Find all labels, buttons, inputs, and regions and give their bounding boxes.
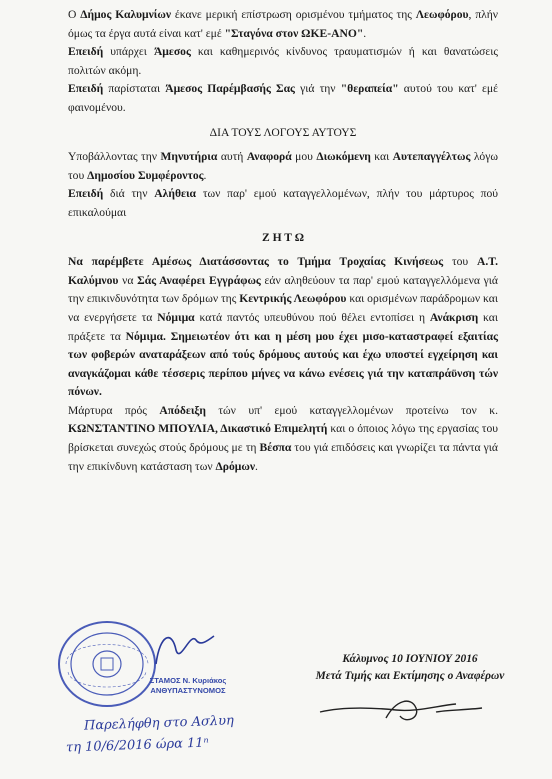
bold-text: Νόμιμα: [157, 310, 195, 324]
text-run: έκανε μερική επίστρωση ορισμένου τμήματος της: [171, 8, 416, 21]
text-run: Υποβάλλοντας την: [68, 150, 161, 164]
text-run: ΔΙΑ ΤΟΥΣ ΛΟΓΟΥΣ ΑΥΤΟΥΣ: [209, 125, 357, 139]
bold-text: Σάς Αναφέρει Εγγράφως: [137, 273, 261, 287]
handwritten-date-line: τη 10/6/2016 ώρα 11ⁿ: [65, 735, 210, 756]
text-run: λόγω του: [68, 150, 498, 182]
bold-text: Δρόμων: [215, 459, 255, 473]
bold-text: Βέσπα: [259, 441, 292, 455]
stamp-name: ΣΤΑΜΟΣ Ν. Κυριάκος: [149, 676, 227, 685]
bold-text: Απόδειξη: [159, 403, 206, 417]
text-run: να: [118, 273, 138, 287]
place-date: Κάλυμνος 10 ΙΟΥΝΙΟΥ 2016: [342, 653, 478, 665]
bold-text: Άμεσος Παρέμβασής Σας: [165, 82, 295, 96]
text-run: υπάρχει: [103, 45, 154, 59]
bold-text: Αυτεπαγγέλτως: [392, 150, 471, 164]
section-heading: [68, 124, 498, 143]
text-run: αυτού του κατ' εμέ φαινομένου.: [68, 82, 498, 114]
bold-text: Δήμος Καλυμνίων: [80, 8, 172, 21]
text-run: αυτή: [217, 150, 247, 164]
bold-text: Ανάκριση: [429, 310, 479, 324]
text-run: .: [363, 26, 367, 40]
text-run: και καθημερινός κίνδυνος τραυματισμών ή και θανατώσεις πολιτών ακόμη.: [68, 45, 498, 77]
bold-text: Επειδή: [68, 45, 104, 59]
bold-text: Αλήθεια: [154, 187, 197, 201]
text-run: διά την: [103, 187, 155, 201]
text-run: και πράξετε τα: [68, 310, 498, 343]
paragraph: [68, 80, 498, 117]
text-run: Μάρτυρα πρός: [68, 403, 160, 417]
bold-text: "θεραπεία": [340, 82, 399, 96]
text-run: και: [370, 150, 393, 164]
paragraph: [68, 253, 498, 402]
text-run: , πλήν όμως τα έργα αυτά είναι κατ' εμέ: [68, 8, 498, 40]
bold-text: Αναφορά: [246, 150, 292, 164]
text-run: κατά παντός υπευθύνου πού θέλει εντοπίσει η: [194, 310, 430, 324]
bold-text: Λεωφόρου: [415, 8, 469, 21]
bold-text: Επειδή: [68, 187, 104, 201]
text-run: του: [443, 255, 477, 269]
bold-text: Επειδή: [68, 82, 104, 96]
text-run: και ορισμένων παράδρομων και να ενεργήσετε τα: [68, 292, 498, 324]
text-run: του γιά επιδόσεις και γνωρίζει τα πάντα γιά την επικίνδυνη κατάσταση των: [68, 441, 498, 473]
bold-text: Κεντρικής Λεωφόρου: [239, 292, 347, 306]
section-heading: [68, 229, 498, 248]
signature-scribble-stamp: [150, 624, 220, 672]
text-run: μου: [291, 150, 317, 164]
text-run: και ο όποιος λόγω της εργασίας του βρίσκεται συνεχώς στούς δρόμους με τη: [68, 422, 498, 455]
stamp-label: [128, 676, 248, 696]
signature-scribble-right: [316, 688, 486, 730]
bold-text: Άμεσος: [153, 45, 191, 59]
text-run: .: [203, 168, 207, 182]
paragraph: [68, 402, 498, 476]
bold-text: Μηνυτήρια: [160, 150, 218, 164]
document-body: [68, 6, 498, 476]
text-run: Ο: [68, 8, 81, 21]
text-run: γιά την: [294, 82, 341, 96]
police-stamp: [54, 618, 160, 710]
stamp-rank: ΑΝΘΥΠΑΣΤΥΝΟΜΟΣ: [150, 686, 226, 695]
paragraph: [68, 148, 498, 185]
bold-text: Νόμιμα. Σημειωτέον ότι και η μέση μου έχει μισο-καταστραφεί εξαιτίας των φοβερών αναταράξεων από τούς δρόμους αυτούς και έχω υποστεί εγχείρηση και αναγκάζομαι κάθε τέσσερις περίπου μήνες να κάνω ενέσεις γιά την καταπράϋνση τών πόνων.: [68, 329, 498, 399]
text-run: εάν αληθεύουν τα παρ' εμού καταγγελλόμενα γιά την επικινδυνότητα των δρόμων της: [68, 273, 498, 306]
bold-text: ΚΩΝΣΤΑΝΤΙΝΟ ΜΠΟΥΛΙΑ, Δικαστικό Επιμελητή: [68, 422, 328, 436]
paragraph: [68, 6, 498, 43]
bold-text: Να παρέμβετε Αμέσως Διατάσσοντας το Τμήμα Τροχαίας Κινήσεως: [68, 255, 444, 269]
paragraph: [68, 43, 498, 80]
paragraph: [68, 185, 498, 222]
bold-text: Δημοσίου Συμφέροντος: [87, 168, 204, 182]
bold-text: "Σταγόνα στον ΩΚΕ-ΑΝΟ": [224, 26, 364, 40]
text-run: παρίσταται: [103, 82, 166, 96]
signature-block: [310, 651, 510, 685]
bold-text: Ζ Η Τ Ω: [261, 230, 305, 244]
bold-text: Α.Τ. Καλύμνου: [68, 255, 499, 287]
bold-text: Διωκόμενη: [316, 150, 371, 164]
text-run: τών υπ' εμού καταγγελλομένων προτείνω τον κ.: [205, 403, 498, 417]
text-run: .: [255, 459, 258, 473]
closing-line: Μετά Τιμής και Εκτίμησης ο Αναφέρων: [315, 670, 505, 682]
handwritten-received-line: Παρελήφθη στο Ασλυη: [83, 713, 235, 734]
text-run: των παρ' εμού καταγγελλομένων, πλήν του μάρτυρος πού επικαλούμαι: [68, 187, 498, 219]
